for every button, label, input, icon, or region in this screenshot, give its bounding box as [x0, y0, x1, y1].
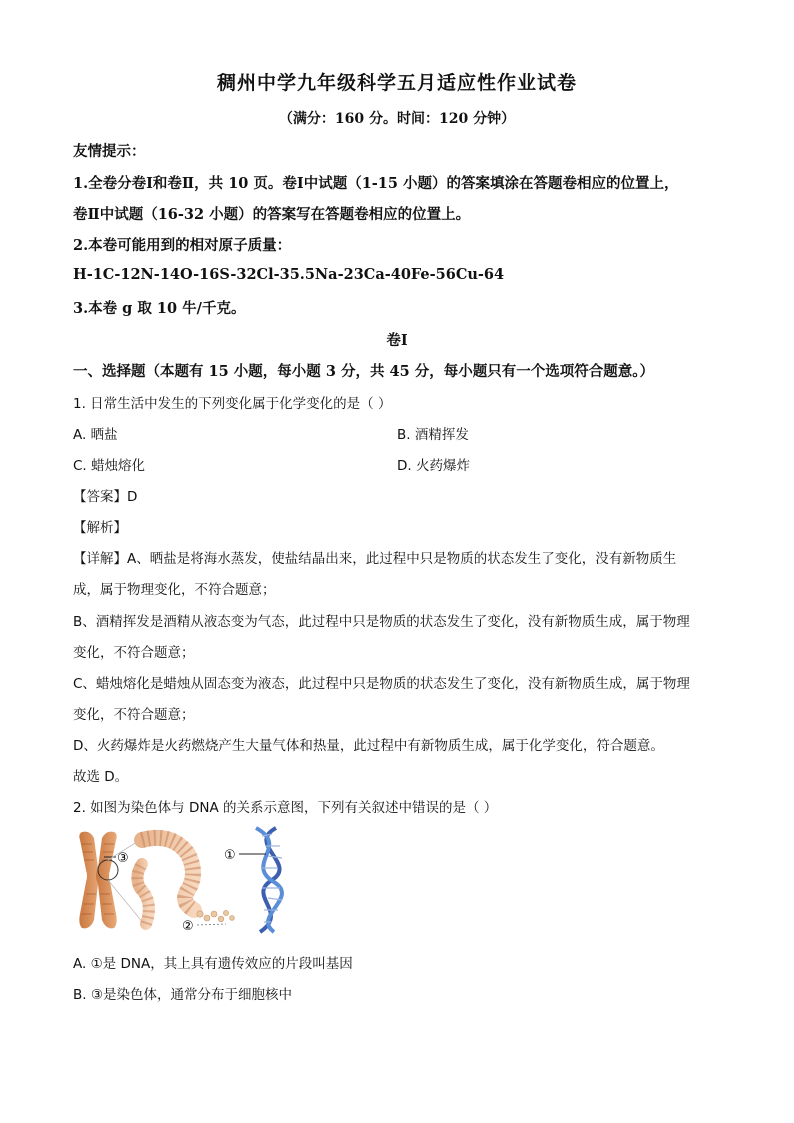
label-1: ① — [224, 848, 236, 863]
q1-option-b: B. 酒精挥发 — [397, 427, 469, 443]
q1-detail-b-2: 变化，不符合题意； — [73, 645, 195, 661]
chromosome-shape — [79, 832, 118, 929]
page-title: 稠州中学九年级科学五月适应性作业试卷 — [216, 72, 577, 94]
label-2-leader — [197, 924, 226, 925]
page-subtitle: （满分：160 分。时间：120 分钟） — [278, 111, 516, 127]
tip-1-line-a: 1.全卷分卷Ⅰ和卷Ⅱ，共 10 页。卷Ⅰ中试题（1-15 小题）的答案填涂在答题卷相应的位置上， — [73, 175, 679, 192]
tips-heading: 友情提示： — [73, 143, 146, 160]
atomic-masses: H-1C-12N-14O-16S-32Cl-35.5Na-23Ca-40Fe-56Cu-64 — [73, 266, 505, 283]
q1-option-c: C. 蜡烛熔化 — [73, 458, 146, 474]
q2-stem: 2. 如图为染色体与 DNA 的关系示意图，下列有关叙述中错误的是（ ） — [73, 800, 498, 816]
q1-detail-d: D、火药爆炸是火药燃烧产生大量气体和热量，此过程中有新物质生成，属于化学变化，符合题意。 — [73, 738, 664, 754]
section-heading: 一、选择题（本题有 15 小题，每小题 3 分，共 45 分，每小题只有一个选项符合题意。） — [73, 363, 654, 380]
q1-answer: 【答案】D — [73, 489, 138, 505]
q1-detail-b-1: B、酒精挥发是酒精从液态变为气态，此过程中只是物质的状态发生了变化，没有新物质生成，属于物理 — [73, 614, 690, 630]
q1-stem: 1. 日常生活中发生的下列变化属于化学变化的是（ ） — [73, 396, 392, 412]
q1-detail-c-2: 变化，不符合题意； — [73, 707, 195, 723]
tip-1-line-b: 卷Ⅱ中试题（16-32 小题）的答案写在答题卷相应的位置上。 — [73, 206, 471, 223]
volume-label: 卷Ⅰ — [386, 332, 408, 349]
label-3: ③ — [117, 851, 129, 866]
tip-3: 3.本卷 g 取 10 牛/千克。 — [73, 300, 246, 317]
q1-analysis-label: 【解析】 — [73, 520, 127, 536]
q2-option-a: A. ①是 DNA，其上具有遗传效应的片段叫基因 — [73, 956, 353, 972]
q1-detail-a-1: 【详解】A、晒盐是将海水蒸发，使盐结晶出来，此过程中只是物质的状态发生了变化，没有新物质生 — [73, 551, 677, 567]
nucleosome-beads — [197, 910, 235, 921]
label-2: ② — [182, 919, 194, 934]
coiled-chromatin — [137, 838, 194, 924]
q2-option-b: B. ③是染色体，通常分布于细胞核中 — [73, 987, 292, 1003]
tip-2: 2.本卷可能用到的相对原子质量： — [73, 237, 292, 254]
dna-double-helix — [256, 828, 282, 932]
q1-conclusion: 故选 D。 — [73, 769, 129, 785]
q1-option-a: A. 晒盐 — [73, 427, 118, 443]
chromosome-dna-figure — [76, 824, 296, 936]
q1-detail-c-1: C、蜡烛熔化是蜡烛从固态变为液态，此过程中只是物质的状态发生了变化，没有新物质生成，属于物理 — [73, 676, 690, 692]
q1-detail-a-2: 成，属于物理变化，不符合题意； — [73, 582, 276, 598]
q1-option-d: D. 火药爆炸 — [397, 458, 470, 474]
